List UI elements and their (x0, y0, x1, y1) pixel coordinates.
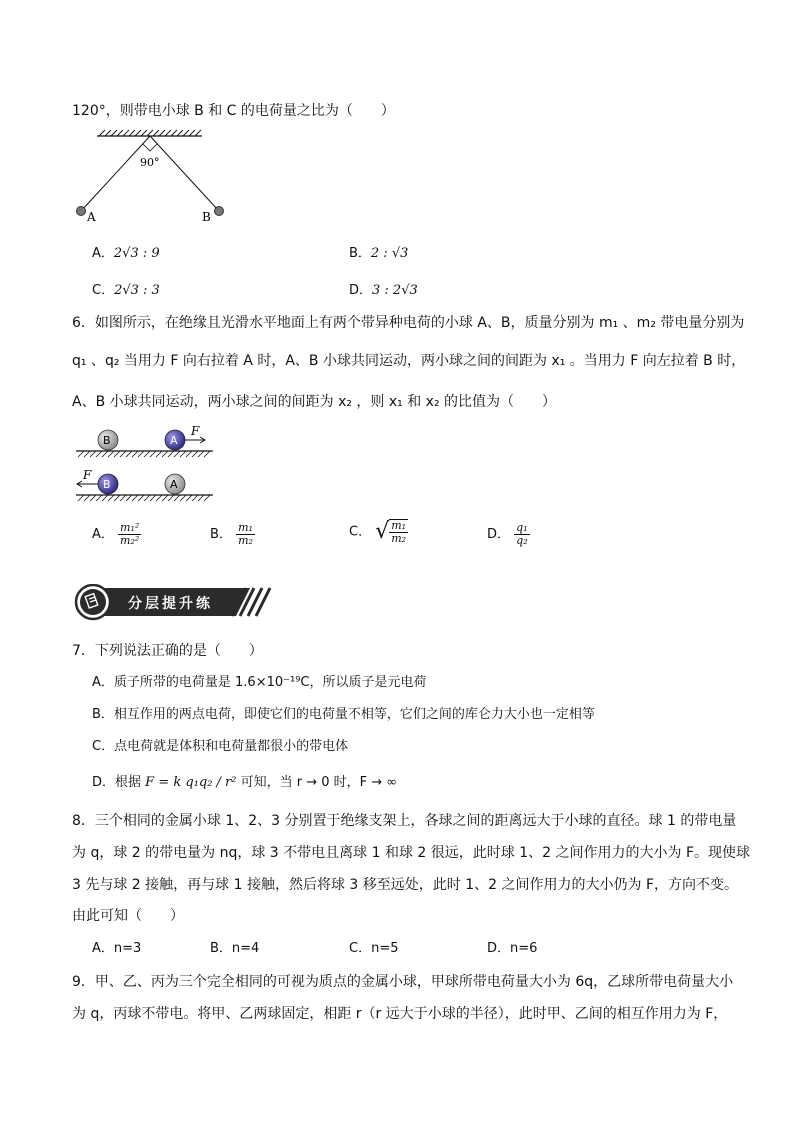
q5-pendulum-diagram (70, 128, 240, 228)
q6-line-1: 6．如图所示，在绝缘且光滑水平地面上有两个带异种电荷的小球 A、B，质量分别为 m₁ 、m₂ 带电量分别为 (72, 315, 745, 331)
q5-option-c: C．2√3 : 3 (92, 283, 160, 298)
right-string (150, 136, 218, 210)
q8-option-c: C．n=5 (349, 941, 399, 956)
angle-label: 90° (140, 156, 160, 169)
q9-line-2: 为 q，丙球不带电。将甲、乙两球固定，相距 r（r 远大于小球的半径），此时甲、乙间的相互作用力为 F， (72, 1006, 728, 1022)
left-string (82, 136, 150, 210)
q7-option-d: D．根据 F = k q₁q₂ / r² 可知，当 r → 0 时，F → ∞ (92, 775, 398, 790)
q6-line-2: q₁ 、q₂ 当用力 F 向右拉着 A 时，A、B 小球共同运动，两小球之间的间距为 x₁ 。当用力 F 向左拉着 B 时， (72, 353, 746, 369)
q8-line-2: 为 q，球 2 的带电量为 nq，球 3 不带电且离球 1 和球 2 很远，此时球 1、2 之间作用力的大小为 F。现使球 (72, 845, 750, 861)
ceiling-hatching (99, 130, 201, 136)
q6-option-d: D． $\frac{\text{q₁}}{\text{q₂}}$ (487, 521, 528, 547)
q7-option-b: B．相互作用的两点电荷，即使它们的电荷量不相等，它们之间的库仑力大小也一定相等 (92, 707, 595, 722)
q6-option-c: C． √ $\frac{\text{m₁}}{\text{m₂}}$ (349, 519, 407, 545)
ball-a-label: A (87, 210, 96, 224)
angle-mark (143, 144, 157, 151)
ball-b (215, 207, 224, 216)
q6-line-3: A、B 小球共同运动，两小球之间的间距为 x₂ ，则 x₁ 和 x₂ 的比值为（ ） (72, 394, 557, 410)
q8-line-3: 3 先与球 2 接触，再与球 1 接触，然后将球 3 移至远处，此时 1、2 之间作用力的大小仍为 F，方向不变。 (72, 877, 738, 893)
section-banner-title: 分层提升练 (128, 596, 213, 612)
q8-line-4: 由此可知（ ） (72, 908, 184, 924)
ball-b-label: B (202, 210, 211, 224)
ball-a (77, 207, 86, 216)
top-ball-a-label: A (170, 434, 178, 447)
q7-option-c: C．点电荷就是体积和电荷量都很小的带电体 (92, 739, 349, 754)
q9-line-1: 9．甲、乙、丙为三个完全相同的可视为质点的金属小球，甲球所带电荷量大小为 6q，乙球所带电荷量大小 (72, 974, 734, 990)
top-force-label: F (191, 424, 200, 438)
coulomb-formula: F = k q₁q₂ / r² (145, 775, 237, 790)
q5-option-b: B．2 : √3 (349, 246, 409, 261)
q8-option-d: D．n=6 (487, 941, 538, 956)
q5-stem: 120°，则带电小球 B 和 C 的电荷量之比为（ ） (72, 103, 395, 119)
q7-stem: 7．下列说法正确的是（ ） (72, 643, 263, 659)
q6-option-b: B． $\frac{\text{m₁}}{\text{m₂}}$ (210, 521, 253, 547)
q5-option-a: A．2√3 : 9 (92, 246, 160, 261)
bottom-ball-a-label: A (170, 478, 178, 491)
q7-option-a: A．质子所带的电荷量是 1.6×10⁻¹⁹C，所以质子是元电荷 (92, 675, 427, 690)
bottom-ball-b-label: B (103, 478, 111, 491)
q5-option-d: D．3 : 2√3 (349, 283, 418, 298)
q8-option-b: B．n=4 (210, 941, 260, 956)
q8-option-a: A．n=3 (92, 941, 142, 956)
bottom-force-label: F (83, 468, 92, 482)
q6-option-a: A． $\frac{\text{m₁²}}{\text{m₂²}}$ (92, 521, 140, 547)
q8-line-1: 8．三个相同的金属小球 1、2、3 分别置于绝缘支架上，各球之间的距离远大于小球的直径。球 1 的带电量 (72, 813, 737, 829)
top-ball-b-label: B (103, 434, 111, 447)
q6-diagram (70, 424, 220, 506)
